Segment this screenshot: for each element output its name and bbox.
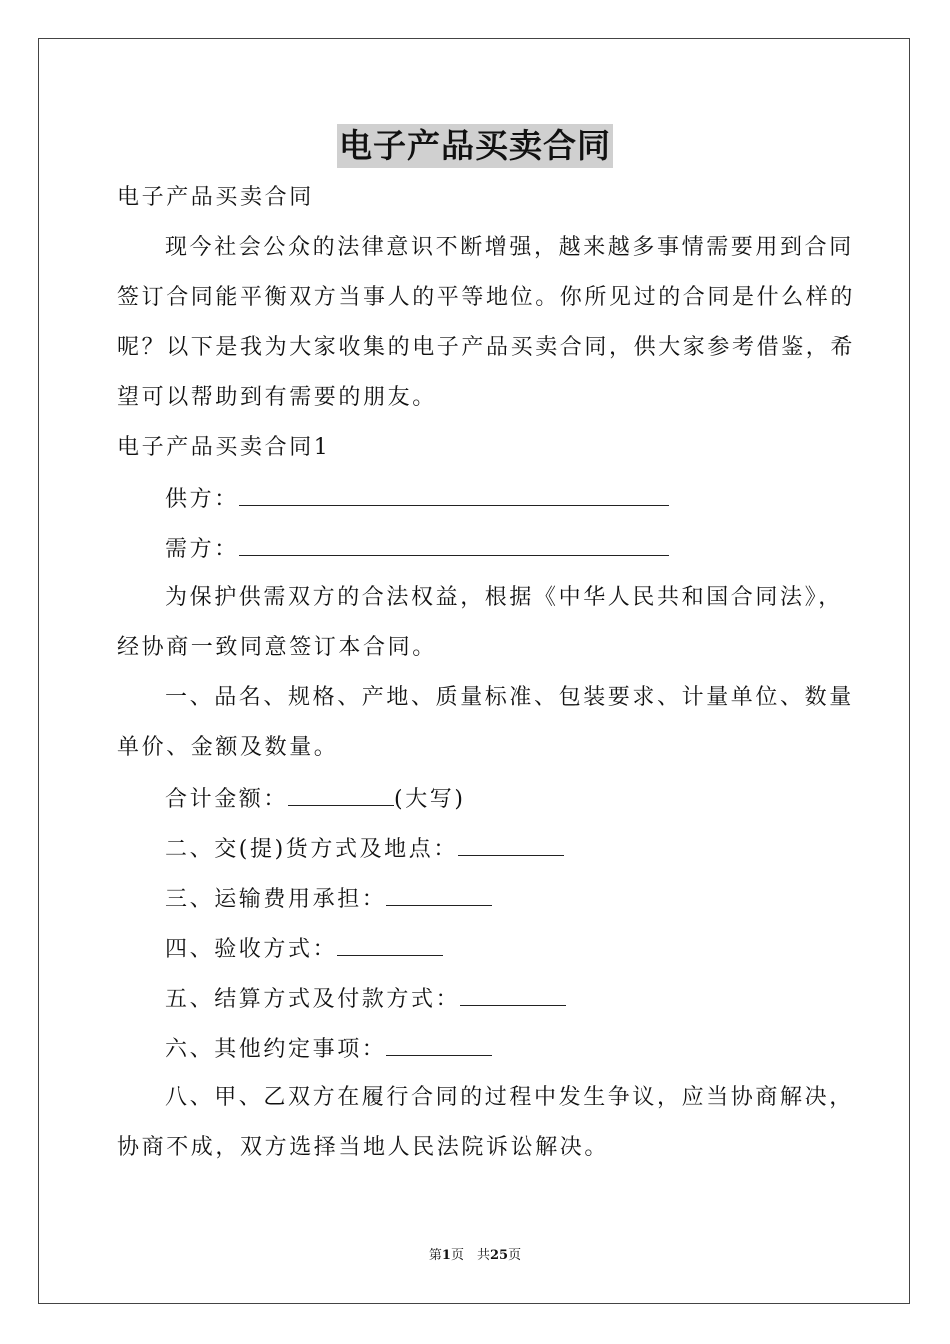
total-amount-label: 合计金额： <box>165 787 289 812</box>
clause3-row <box>165 883 492 915</box>
clause5-blank <box>460 983 566 1006</box>
total-amount-row <box>165 783 466 815</box>
page-mid: 页 共 <box>450 1248 490 1263</box>
page-footer <box>0 1247 950 1265</box>
page-prefix: 第 <box>428 1248 442 1263</box>
clause4-blank <box>337 933 443 956</box>
page-number: 1 <box>441 1248 451 1263</box>
clause4-label: 四、验收方式： <box>165 937 338 962</box>
supplier-row <box>165 483 669 515</box>
clause2-label: 二、交(提)货方式及地点： <box>165 837 458 862</box>
clause6-row <box>165 1033 492 1065</box>
total-amount-suffix: (大写) <box>394 787 466 812</box>
clause1-line-2: 单价、金额及数量。 <box>117 735 339 760</box>
clause5-row <box>165 983 566 1015</box>
preamble-line-2: 经协商一致同意签订本合同。 <box>117 635 437 660</box>
clause3-label: 三、运输费用承担： <box>165 887 387 912</box>
clause8-line-1: 八、甲、乙双方在履行合同的过程中发生争议，应当协商解决， <box>165 1085 854 1110</box>
supplier-label: 供方： <box>165 487 239 512</box>
clause2-row <box>165 833 564 865</box>
buyer-blank <box>239 533 669 556</box>
clause2-blank <box>458 833 564 856</box>
page-suffix: 页 <box>508 1248 522 1263</box>
clause5-label: 五、结算方式及付款方式： <box>165 987 461 1012</box>
clause6-label: 六、其他约定事项： <box>165 1037 387 1062</box>
page-total: 25 <box>489 1248 509 1263</box>
section-heading: 电子产品买卖合同1 <box>117 435 331 460</box>
supplier-blank <box>239 483 669 506</box>
intro-line-3: 呢？以下是我为大家收集的电子产品买卖合同，供大家参考借鉴，希 <box>117 335 856 360</box>
intro-line-4: 望可以帮助到有需要的朋友。 <box>117 385 437 410</box>
intro-line-1: 现今社会公众的法律意识不断增强，越来越多事情需要用到合同 <box>165 235 854 260</box>
preamble-line-1: 为保护供需双方的合法权益，根据《中华人民共和国合同法》， <box>165 585 843 610</box>
clause8-line-2: 协商不成，双方选择当地人民法院诉讼解决。 <box>117 1135 610 1160</box>
clause1-line-1: 一、品名、规格、产地、质量标准、包装要求、计量单位、数量 <box>165 685 854 710</box>
page-border <box>38 38 910 1304</box>
title-container <box>0 124 950 168</box>
total-amount-blank <box>288 783 394 806</box>
clause4-row <box>165 933 443 965</box>
document-heading: 电子产品买卖合同 <box>117 185 314 210</box>
intro-line-2: 签订合同能平衡双方当事人的平等地位。你所见过的合同是什么样的 <box>117 285 856 310</box>
buyer-row <box>165 533 669 565</box>
document-title: 电子产品买卖合同 <box>337 124 613 168</box>
clause6-blank <box>386 1033 492 1056</box>
clause3-blank <box>386 883 492 906</box>
buyer-label: 需方： <box>165 537 239 562</box>
